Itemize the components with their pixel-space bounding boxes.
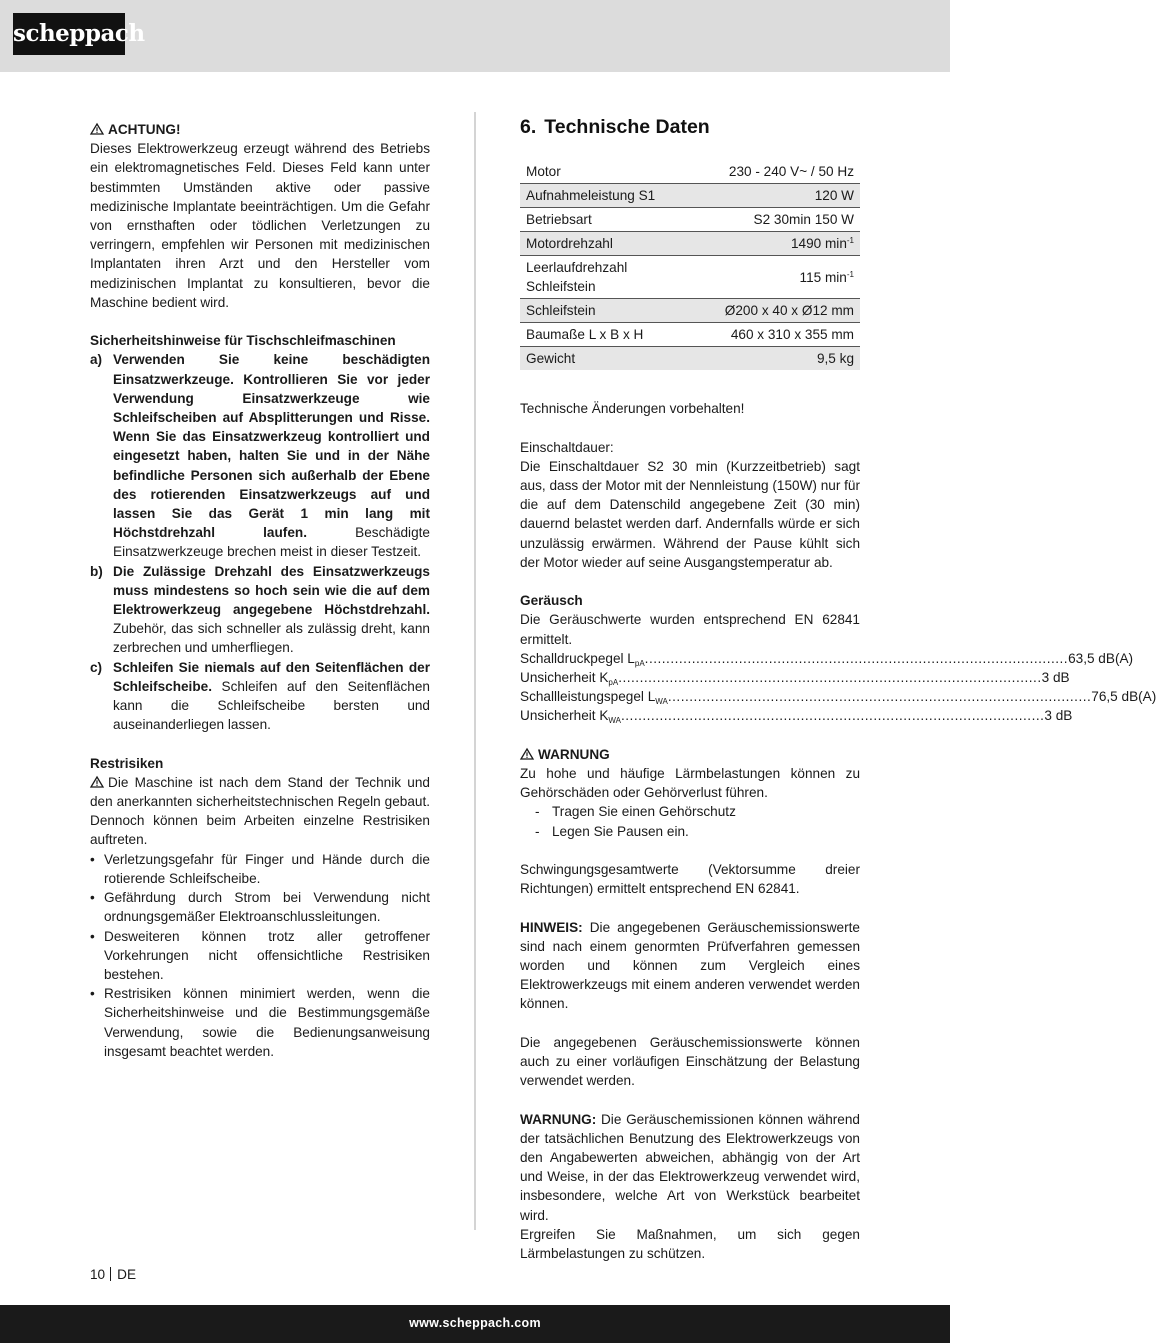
- table-row: Betriebsart S2 30min 150 W: [520, 208, 860, 232]
- residual-block: [90, 754, 430, 1061]
- website-link[interactable]: www.scheppach.com: [409, 1316, 541, 1330]
- safety-block: [90, 331, 430, 734]
- noise-row: Unsicherheit $K_{WA}$ ................................................................................................... 3 dB: [520, 708, 1073, 726]
- safety-list: [90, 350, 430, 734]
- noise-row: Schallleistungspegel $L_{WA}$ ................................................................................................... 76,5 dB(A): [520, 689, 1156, 707]
- achtung-title: ACHTUNG!: [108, 122, 181, 137]
- tech-data-table: [520, 160, 860, 370]
- noise-heading: Geräusch: [520, 593, 583, 609]
- changes-note: Technische Änderungen vorbehalten!: [520, 401, 745, 417]
- list-item: • Gefährdung durch Strom bei Verwendung nicht ordnungsgemäßer Elektroanschlussleitungen.: [90, 890, 430, 925]
- table-row: Motordrehzahl 1490 $\min^{-1}$: [520, 232, 860, 256]
- list-item: • Verletzungsgefahr für Finger und Hände durch die rotierende Schleifscheibe.: [90, 851, 430, 886]
- noise-intro: Die Geräuschwerte wurden entsprechend EN 62841 ermittelt.: [520, 612, 860, 647]
- duty-label: Einschaltdauer:: [520, 439, 614, 455]
- warnung-list: [520, 802, 860, 840]
- warnung-text: Zu hohe und häufige Lärmbelastungen können zu Gehörschäden oder Gehörverlust führen.: [520, 766, 860, 801]
- warnung2-text: WARNUNG: Die Geräuschemissionen können während der tatsächlichen Benutzung des Elektrowerkzeugs von den Angabewerten abweichen, abhängig von der Art und Weise, in der das Elektrowerkzeug verwendet wird, insbesondere, welche Art von Werkstück bearbeitet wird.: [520, 1111, 860, 1223]
- warnung-block: [520, 745, 860, 841]
- table-row: Gewicht 9,5 kg: [520, 347, 860, 371]
- header-bar: [0, 0, 950, 72]
- list-item: • Desweiteren können trotz aller getroffener Vorkehrungen nicht offensichtliche Restrisiken bestehen.: [90, 928, 430, 982]
- noise-row: Schalldruckpegel $L_{pA}$ ................................................................................................... 63,5 dB(A): [520, 650, 1134, 668]
- residual-intro: Die Maschine ist nach dem Stand der Technik und den anerkannten sicherheitstechnischen Regeln gebaut. Dennoch können beim Arbeiten einzelne Restrisiken auftreten.: [90, 774, 430, 848]
- list-item: b) Die Zulässige Drehzahl des Einsatzwerkzeugs muss mindestens so hoch sein wie die auf dem Elektrowerkzeug angegebene Höchstdrehzahl. Zubehör, das sich schneller als zulässig dreht, kann zerbrechen und umherfliegen.: [90, 563, 430, 656]
- list-item: a) Verwenden Sie keine beschädigten Einsatzwerkzeuge. Kontrollieren Sie vor jeder Verwendung Einsatzwerkzeuge wie Schleifscheiben auf Absplitterungen und Risse. Wenn Sie das Einsatzwerkzeug kontrolliert und eingesetzt haben, halten Sie und in der Nähe befindliche Personen sich außerhalb der Ebene des rotierenden Einsatzwerkzeugs auf und lassen Sie das Gerät 1 min lang mit Höchstdrehzahl laufen. Beschädigte Einsatzwerkzeuge brechen meist in dieser Testzeit.: [90, 352, 430, 560]
- list-item: - Tragen Sie einen Gehörschutz: [535, 804, 736, 820]
- section-title: 6. Technische Daten: [520, 116, 710, 138]
- residual-heading: Restrisiken: [90, 755, 164, 771]
- warning-icon: [90, 776, 104, 788]
- brand-logo: scheppach: [13, 13, 125, 55]
- table-row: Leerlaufdrehzahl Schleifstein 115 $\min^{-1}$: [520, 256, 860, 299]
- list-item: c) Schleifen Sie niemals auf den Seitenflächen der Schleifscheibe. Schleifen auf den Seitenflächen kann die Schleifscheibe bersten und auseinanderliegen lassen.: [90, 659, 430, 733]
- achtung-text: Dieses Elektrowerkzeug erzeugt während des Betriebs ein elektromagnetisches Feld. Dieses Feld kann unter bestimmten Umständen aktive oder passive medizinische Implantate beeinträchtigen. Um die Gefahr von ernsthaften oder tödlichen Verletzungen zu verringern, empfehlen wir Personen mit medizinischen Implantaten ihren Arzt und den Hersteller vom medizinischen Implantat zu konsultieren, bevor die Maschine bedient wird.: [90, 141, 430, 310]
- right-column: [520, 114, 1156, 1263]
- measures-text: Ergreifen Sie Maßnahmen, um sich gegen Lärmbelastungen zu schützen.: [520, 1226, 860, 1262]
- duty-text: Die Einschaltdauer S2 30 min (Kurzzeitbetrieb) sagt aus, dass der Motor mit der Nennleistung (150W) nur für die auf dem Datenschild angegebene Zeit (30 min) dauernd belastet werden darf. Andernfalls würde er sich unzulässig erwärmen. Während der Pause kühlt sich der Motor wieder auf seine Ausgangstemperatur ab.: [520, 458, 860, 570]
- list-item: • Restrisiken können minimiert werden, wenn die Sicherheitshinweise und die Bestimmungsgemäße Verwendung, sowie die Bedienungsanweisung insgesamt beachtet werden.: [90, 986, 430, 1059]
- list-item: - Legen Sie Pausen ein.: [535, 823, 689, 839]
- warning-icon: [90, 123, 104, 135]
- left-column: [90, 120, 430, 1061]
- hinweis-text: HINWEIS: Die angegebenen Geräuschemissionswerte sind nach einem genormten Prüfverfahren gemessen worden und können zum Vergleich eines Elektrowerkzeugs mit einem anderen verwendet werden können.: [520, 919, 860, 1012]
- table-row: Schleifstein Ø200 x 40 x Ø12 mm: [520, 299, 860, 323]
- prelim-text: Die angegebenen Geräuschemissionswerte können auch zu einer vorläufigen Einschätzung der Belastung verwendet werden.: [520, 1034, 860, 1089]
- table-row: Aufnahmeleistung S1 120 W: [520, 184, 860, 208]
- noise-row: Unsicherheit $K_{pA}$ ................................................................................................... 3 dB: [520, 670, 1070, 687]
- noise-values: [520, 649, 1156, 726]
- warnung-title: WARNUNG: [538, 746, 610, 762]
- vibration-text: Schwingungsgesamtwerte (Vektorsumme dreier Richtungen) ermittelt entsprechend EN 62841.: [520, 862, 860, 897]
- residual-list: [90, 850, 430, 1061]
- footer-bar: [0, 1305, 950, 1343]
- warning-icon: [520, 748, 534, 760]
- table-row: Baumaße L x B x H 460 x 310 x 355 mm: [520, 323, 860, 347]
- achtung-block: [90, 120, 430, 312]
- safety-heading: Sicherheitshinweise für Tischschleifmaschinen: [90, 333, 396, 349]
- column-divider: [474, 112, 476, 1230]
- table-row: Motor 230 - 240 V~ / 50 Hz: [520, 160, 860, 184]
- page-number: 10 DE: [90, 1267, 137, 1282]
